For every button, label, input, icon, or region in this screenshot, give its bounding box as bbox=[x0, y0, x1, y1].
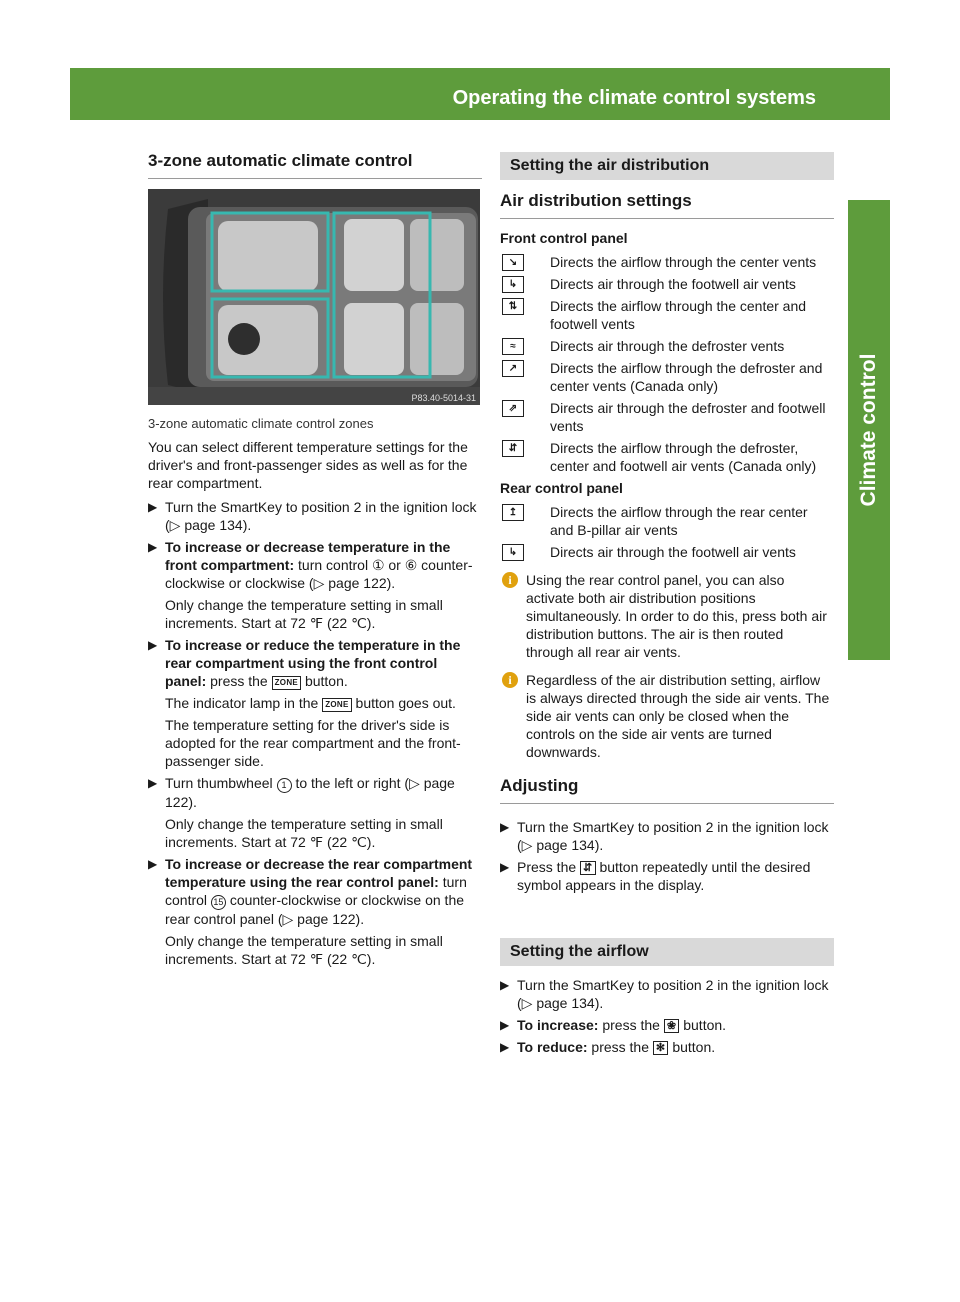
step-rear-via-front: ▶ To increase or reduce the temperature in the rear compartment using the front control panel: press the ZONE button. bbox=[148, 637, 461, 689]
front-item bbox=[500, 399, 834, 435]
info-note-side-vents: i Regardless of the air distribution setting, airflow is always directed through the side air vents. The side air vents can only be closed when the controls on the side air vents are turned downwards. bbox=[500, 671, 834, 761]
step-arrow-icon: ▶ bbox=[148, 540, 158, 554]
rear-item bbox=[500, 543, 834, 561]
front-item-text: Directs the airflow through the defroster and center vents (Canada only) bbox=[550, 360, 823, 394]
rear-panel-heading: Rear control panel bbox=[500, 480, 623, 496]
air-distribution-button-icon: ⇵ bbox=[580, 861, 596, 875]
car-zones-figure bbox=[148, 189, 480, 405]
front-item-text: Directs air through the defroster and footwell vents bbox=[550, 400, 826, 434]
callout-1-icon: 1 bbox=[277, 778, 292, 793]
front-item bbox=[500, 359, 834, 395]
fan-reduce-button-icon: ✻ bbox=[653, 1041, 669, 1055]
step-rear-via-front-note1: The indicator lamp in the ZONE button goes out. bbox=[165, 695, 456, 711]
front-item bbox=[500, 275, 834, 293]
air-vent-icon: ↘ bbox=[502, 254, 524, 271]
step-front-temp-note: Only change the temperature setting in small increments. Start at 72 ℉ (22 ℃). bbox=[165, 597, 443, 631]
front-item bbox=[500, 297, 834, 333]
step-rear-panel-note: Only change the temperature setting in small increments. Start at 72 ℉ (22 ℃). bbox=[165, 933, 443, 967]
step-smartkey: ▶ Turn the SmartKey to position 2 in the ignition lock (▷ page 134). bbox=[148, 499, 477, 533]
step-thumbwheel: ▶ Turn thumbwheel 1 to the left or right (▷ page 122). bbox=[148, 775, 455, 810]
front-item bbox=[500, 439, 834, 475]
airflow-step-reduce: ▶ To reduce: press the ✻ button. bbox=[500, 1039, 716, 1055]
front-item-text: Directs air through the footwell air vents bbox=[550, 276, 796, 292]
front-panel-heading: Front control panel bbox=[500, 230, 628, 246]
step-arrow-icon: ▶ bbox=[148, 638, 158, 652]
adjust-step-press: ▶ Press the ⇵ button repeatedly until the desired symbol appears in the display. bbox=[500, 859, 811, 893]
step-arrow-icon: ▶ bbox=[500, 1018, 510, 1032]
step-thumbwheel-note: Only change the temperature setting in small increments. Start at 72 ℉ (22 ℃). bbox=[165, 816, 443, 850]
rear-panel-list bbox=[500, 503, 834, 561]
step-front-temp: ▶ To increase or decrease temperature in the front compartment: turn control ① or ⑥ counter-clockwise or clockwise (▷ page 122). bbox=[148, 539, 473, 591]
front-item-text: Directs the airflow through the defroster, center and footwell air vents (Canada only) bbox=[550, 440, 817, 474]
page-number: 127 bbox=[915, 87, 948, 108]
section-side-tab-label: Climate control bbox=[857, 353, 880, 507]
step-arrow-icon: ▶ bbox=[500, 820, 510, 834]
band-air-distribution: Setting the air distribution bbox=[500, 152, 834, 180]
air-vent-icon: ≈ bbox=[502, 338, 524, 355]
step-arrow-icon: ▶ bbox=[148, 857, 158, 871]
fan-increase-button-icon: ❀ bbox=[664, 1019, 680, 1033]
front-panel-list bbox=[500, 253, 834, 475]
figure-caption: 3-zone automatic climate control zones bbox=[148, 416, 374, 431]
left-column bbox=[148, 150, 482, 972]
air-vent-icon: ↳ bbox=[502, 544, 524, 561]
zone-button-icon: ZONE bbox=[322, 698, 351, 712]
air-vent-icon: ↥ bbox=[502, 504, 524, 521]
right-column bbox=[500, 152, 834, 1060]
heading-adjusting: Adjusting bbox=[500, 775, 834, 804]
band-airflow: Setting the airflow bbox=[500, 938, 834, 966]
step-rear-via-front-note2: The temperature setting for the driver's side is adopted for the rear compartment and the front-passenger side. bbox=[165, 717, 461, 769]
info-icon: i bbox=[502, 672, 518, 688]
rear-item bbox=[500, 503, 834, 539]
heading-air-distribution-settings: Air distribution settings bbox=[500, 190, 834, 219]
air-vent-icon: ↳ bbox=[502, 276, 524, 293]
zone-button-icon: ZONE bbox=[272, 676, 301, 690]
chapter-title: Operating the climate control systems bbox=[452, 87, 816, 109]
section-side-tab bbox=[848, 200, 890, 660]
step-arrow-icon: ▶ bbox=[500, 978, 510, 992]
front-item-text: Directs the airflow through the center and footwell vents bbox=[550, 298, 807, 332]
adjust-step-smartkey: ▶ Turn the SmartKey to position 2 in the ignition lock (▷ page 134). bbox=[500, 819, 829, 853]
step-arrow-icon: ▶ bbox=[148, 776, 158, 790]
info-note-rear-panel: i Using the rear control panel, you can also activate both air distribution positions simultaneously. In order to do this, press both air distribution buttons. The air is then routed through all rear air vents. bbox=[500, 571, 834, 661]
airflow-step-smartkey: ▶ Turn the SmartKey to position 2 in the ignition lock (▷ page 134). bbox=[500, 977, 829, 1011]
car-top-view-illustration bbox=[148, 189, 480, 405]
airflow-step-increase: ▶ To increase: press the ❀ button. bbox=[500, 1017, 727, 1033]
figure-code: P83.40-5014-31 bbox=[411, 393, 476, 403]
info-icon: i bbox=[502, 572, 518, 588]
air-vent-icon: ⇅ bbox=[502, 298, 524, 315]
header-bar bbox=[70, 68, 948, 120]
front-item bbox=[500, 337, 834, 355]
front-item-text: Directs the airflow through the center vents bbox=[550, 254, 817, 270]
air-vent-icon: ⇗ bbox=[502, 400, 524, 417]
rear-item-text: Directs the airflow through the rear center and B-pillar air vents bbox=[550, 504, 808, 538]
section-heading-3zone: 3-zone automatic climate control bbox=[148, 150, 482, 179]
front-item bbox=[500, 253, 834, 271]
air-vent-icon: ⇵ bbox=[502, 440, 524, 457]
rear-item-text: Directs air through the footwell air vents bbox=[550, 544, 796, 560]
front-item-text: Directs air through the defroster vents bbox=[550, 338, 785, 354]
step-arrow-icon: ▶ bbox=[148, 500, 158, 514]
step-arrow-icon: ▶ bbox=[500, 1040, 510, 1054]
step-arrow-icon: ▶ bbox=[500, 860, 510, 874]
step-rear-panel: ▶ To increase or decrease the rear compartment temperature using the rear control panel: turn control 15 counter-clockwise or clockwise on the rear control panel (▷ page 122). bbox=[148, 856, 473, 927]
callout-15-icon: 15 bbox=[211, 895, 226, 910]
air-vent-icon: ↗ bbox=[502, 360, 524, 377]
intro-paragraph: You can select different temperature settings for the driver's and front-passenger sides as well as for the rear compartment. bbox=[148, 439, 468, 491]
